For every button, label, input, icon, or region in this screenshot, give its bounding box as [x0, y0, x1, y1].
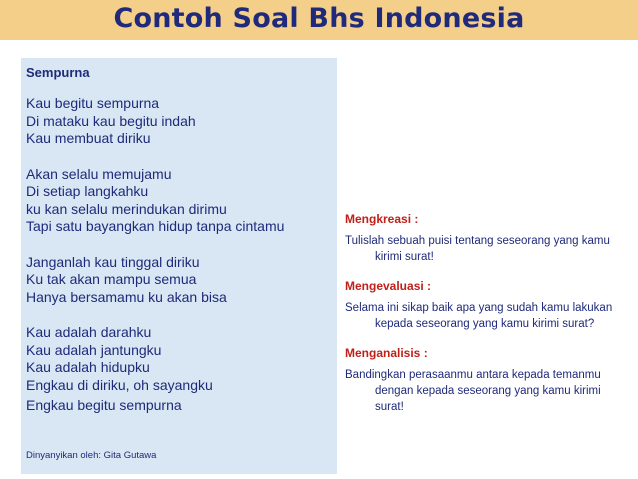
- poem-line: Kau begitu sempurna: [26, 95, 160, 111]
- poem-line: Kau adalah darahku: [26, 324, 152, 340]
- poem-stanza-3: [26, 254, 331, 307]
- poem-line: Engkau di diriku, oh sayangku: [26, 376, 213, 393]
- poem-line: Tapi satu bayangkan hidup tanpa cintamu: [26, 218, 285, 234]
- poem-line: Kau adalah hidupku: [26, 359, 150, 375]
- task-heading: Mengkreasi :: [345, 212, 419, 226]
- task-body: Selama ini sikap baik apa yang sudah kamu lakukan kepada seseorang yang kamu kirimi surat?: [345, 302, 613, 330]
- task-menganalisis: [345, 346, 625, 415]
- poem-line: Di setiap langkahku: [26, 183, 149, 199]
- poem-line: Engkau begitu sempurna: [26, 397, 182, 413]
- poem-stanza-2: [26, 166, 331, 236]
- poem-line: Janganlah kau tinggal diriku: [26, 253, 200, 270]
- slide-title: Contoh Soal Bhs Indonesia: [113, 3, 525, 34]
- poem-line: Akan selalu memujamu: [26, 165, 172, 182]
- poem-line: Ku tak akan mampu semua: [26, 271, 197, 287]
- task-list: [345, 212, 625, 429]
- poem-line: Kau membuat diriku: [26, 130, 151, 146]
- task-heading: Mengevaluasi :: [345, 279, 432, 293]
- poem-line: Kau adalah jantungku: [26, 341, 162, 358]
- poem-line: ku kan selalu merindukan dirimu: [26, 200, 227, 217]
- poem-title: Sempurna: [26, 65, 90, 80]
- task-mengevaluasi: [345, 279, 625, 332]
- poem-line: Di mataku kau begitu indah: [26, 112, 196, 129]
- task-body: Tulislah sebuah puisi tentang seseorang yang kamu kirimi surat!: [345, 235, 610, 263]
- poem-line: Hanya bersamamu ku akan bisa: [26, 288, 227, 305]
- task-body: Bandingkan perasaanmu antara kepada temanmu dengan kepada seseorang yang kamu kirimi surat!: [345, 369, 601, 413]
- task-mengkreasi: [345, 212, 625, 265]
- task-heading: Menganalisis :: [345, 346, 428, 360]
- poem-panel: [21, 58, 337, 474]
- poem-stanza-1: [26, 95, 331, 148]
- poem-stanza-4: [26, 324, 331, 415]
- poem-credit: Dinyanyikan oleh: Gita Gutawa: [26, 450, 157, 461]
